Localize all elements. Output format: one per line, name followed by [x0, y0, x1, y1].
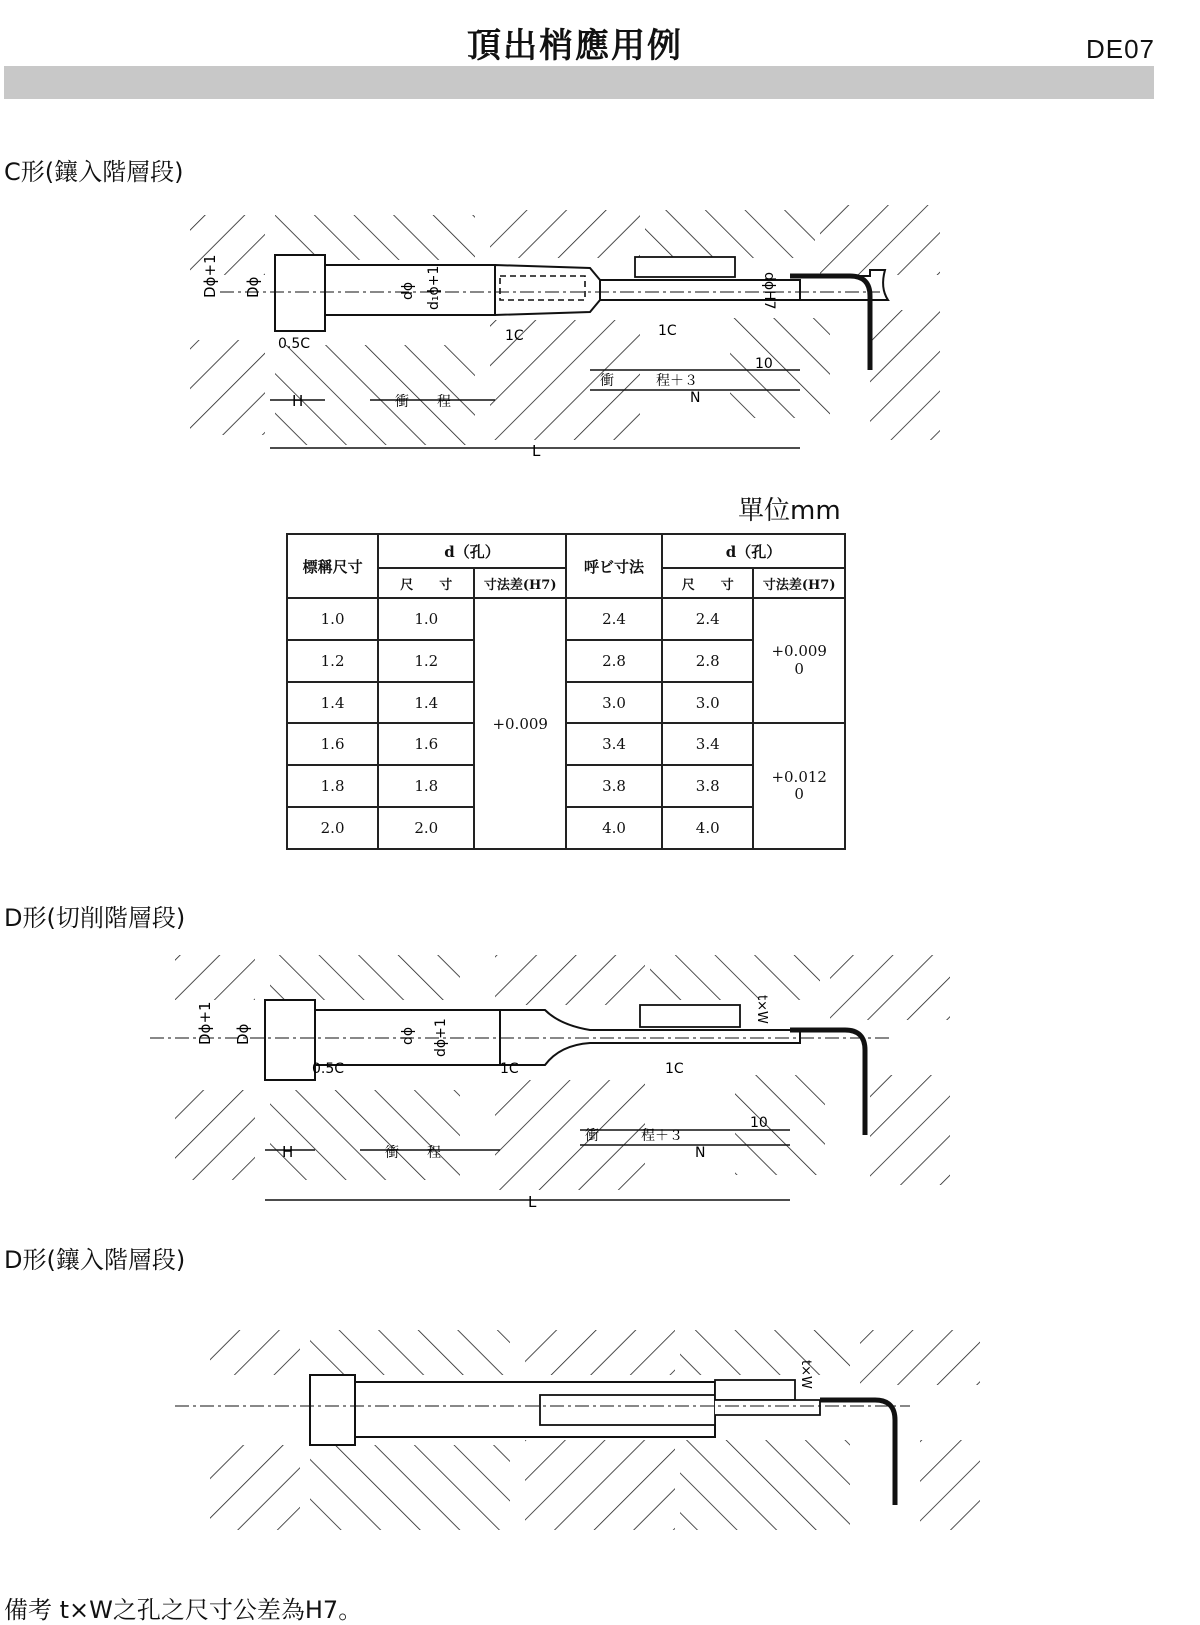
plate-hatch: [270, 955, 460, 1000]
plate-hatch: [310, 1445, 510, 1530]
label-shank-d: dϕ: [400, 281, 416, 300]
label-stroke: 衝 程: [395, 394, 451, 410]
table-header-nominal: 標稱尺寸: [287, 534, 378, 598]
figure-d-cut: [150, 945, 970, 1210]
label-ten: 10: [750, 1115, 768, 1131]
plate-hatch: [920, 1440, 980, 1530]
table-header-tolerance: 寸法差(H7): [474, 568, 566, 598]
table-cell: 2.0: [378, 807, 474, 849]
plate-hatch: [820, 205, 940, 275]
label-head-dia-plus1: Dϕ+1: [196, 1001, 214, 1045]
plate-hatch: [210, 1445, 300, 1530]
plate-hatch: [525, 1440, 675, 1530]
table-cell: 2.8: [566, 640, 662, 682]
pin-head: [310, 1375, 355, 1445]
table-cell: 2.4: [566, 598, 662, 640]
table-cell-tolerance: +0.009 0: [753, 598, 845, 723]
label-hole-d1-plus1: d₁ϕ+1: [426, 265, 442, 310]
table-cell: 3.4: [662, 723, 753, 765]
label-n: N: [695, 1145, 706, 1161]
plate-hatch: [270, 1090, 460, 1180]
plate-hatch: [735, 1075, 825, 1175]
table-cell: 1.2: [287, 640, 378, 682]
plate-hatch: [490, 210, 640, 258]
table-cell: 3.0: [566, 682, 662, 724]
plate-hatch: [650, 955, 820, 1000]
plate-hatch: [830, 955, 950, 1020]
plate-hatch: [645, 210, 815, 258]
plate-hatch: [190, 340, 265, 435]
table-cell: 1.8: [378, 765, 474, 807]
plate-hatch: [175, 955, 255, 1000]
label-chamfer-1c: 1C: [658, 323, 677, 339]
label-h: H: [282, 1143, 294, 1161]
spec-table: [286, 533, 846, 850]
unit-label: 單位mm: [738, 496, 841, 526]
label-hole-d-h7: dϕH7: [761, 272, 777, 310]
plate-hatch: [275, 215, 475, 260]
plate-hatch: [870, 310, 940, 440]
label-head-dia-plus1: Dϕ+1: [201, 254, 219, 298]
table-cell: 1.8: [287, 765, 378, 807]
table-cell: 4.0: [662, 807, 753, 849]
header-bar: [4, 66, 1154, 99]
label-chamfer-05c: 0.5C: [312, 1061, 345, 1077]
table-header-size: 尺 寸: [662, 568, 753, 598]
table-cell: 1.2: [378, 640, 474, 682]
table-header-size: 尺 寸: [378, 568, 474, 598]
section-title-d-insert: D形(鑲入階層段): [4, 1246, 186, 1274]
table-cell-tolerance: +0.009: [474, 598, 566, 849]
label-h: H: [292, 392, 304, 410]
label-txw: t×W: [798, 1360, 813, 1389]
table-cell: 3.8: [566, 765, 662, 807]
table-header-call-size: 呼ビ寸法: [566, 534, 662, 598]
label-l: L: [532, 442, 541, 460]
plate-hatch: [210, 1330, 300, 1375]
table-cell: 1.6: [287, 723, 378, 765]
table-cell: 1.0: [287, 598, 378, 640]
label-head-dia: Dϕ: [244, 276, 262, 298]
pin-head: [265, 1000, 315, 1080]
table-cell: 3.8: [662, 765, 753, 807]
page-title: 頂出梢應用例: [467, 26, 683, 66]
table-cell: 4.0: [566, 807, 662, 849]
table-cell: 2.8: [662, 640, 753, 682]
label-n: N: [690, 390, 701, 406]
label-chamfer-05c: 0.5C: [278, 336, 311, 352]
plate-hatch: [175, 1090, 255, 1180]
plate-hatch: [860, 1330, 980, 1385]
table-cell: 2.4: [662, 598, 753, 640]
label-stroke-plus3: 衝 程＋３: [585, 1128, 683, 1144]
table-header-d-hole: d（孔）: [378, 534, 566, 568]
table-header-d-hole: d（孔）: [662, 534, 845, 568]
label-stroke: 衝 程: [385, 1145, 441, 1161]
plate-hatch: [680, 1440, 850, 1530]
section-title-d-cut: D形(切削階層段): [4, 904, 186, 932]
label-hole-d1-plus1: dϕ+1: [433, 1018, 449, 1057]
plate-hatch: [730, 318, 830, 418]
table-cell: 1.4: [287, 682, 378, 724]
table-cell: 3.0: [662, 682, 753, 724]
figure-d-insert: [170, 1320, 1000, 1540]
plate-hatch: [310, 1330, 510, 1375]
table-cell: 3.4: [566, 723, 662, 765]
label-txw: t×W: [754, 995, 769, 1024]
table-cell: 1.6: [378, 723, 474, 765]
pin-head: [275, 255, 325, 331]
plate-hatch: [870, 1075, 950, 1185]
table-header-tolerance: 寸法差(H7): [753, 568, 845, 598]
label-shank-d: dϕ: [400, 1026, 416, 1045]
label-l: L: [528, 1193, 537, 1210]
label-stroke-plus3: 衝 程＋３: [600, 373, 698, 389]
table-cell: 1.0: [378, 598, 474, 640]
figure-c-insert: [180, 200, 980, 460]
plate-hatch: [495, 955, 645, 1005]
section-title-c-insert: C形(鑲入階層段): [4, 158, 184, 186]
label-ten: 10: [755, 356, 773, 372]
plate-hatch: [525, 1330, 675, 1375]
document-code: DE07: [1085, 34, 1155, 64]
plate-hatch: [680, 1330, 850, 1375]
label-chamfer-1c: 1C: [500, 1061, 519, 1077]
table-cell-tolerance: +0.012 0: [753, 723, 845, 849]
label-head-dia: Dϕ: [234, 1023, 252, 1045]
label-chamfer-1c: 1C: [505, 328, 524, 344]
label-chamfer-1c: 1C: [665, 1061, 684, 1077]
table-cell: 1.4: [378, 682, 474, 724]
table-cell: 2.0: [287, 807, 378, 849]
footnote: 備考 t×W之孔之尺寸公差為H7。: [4, 1596, 363, 1624]
